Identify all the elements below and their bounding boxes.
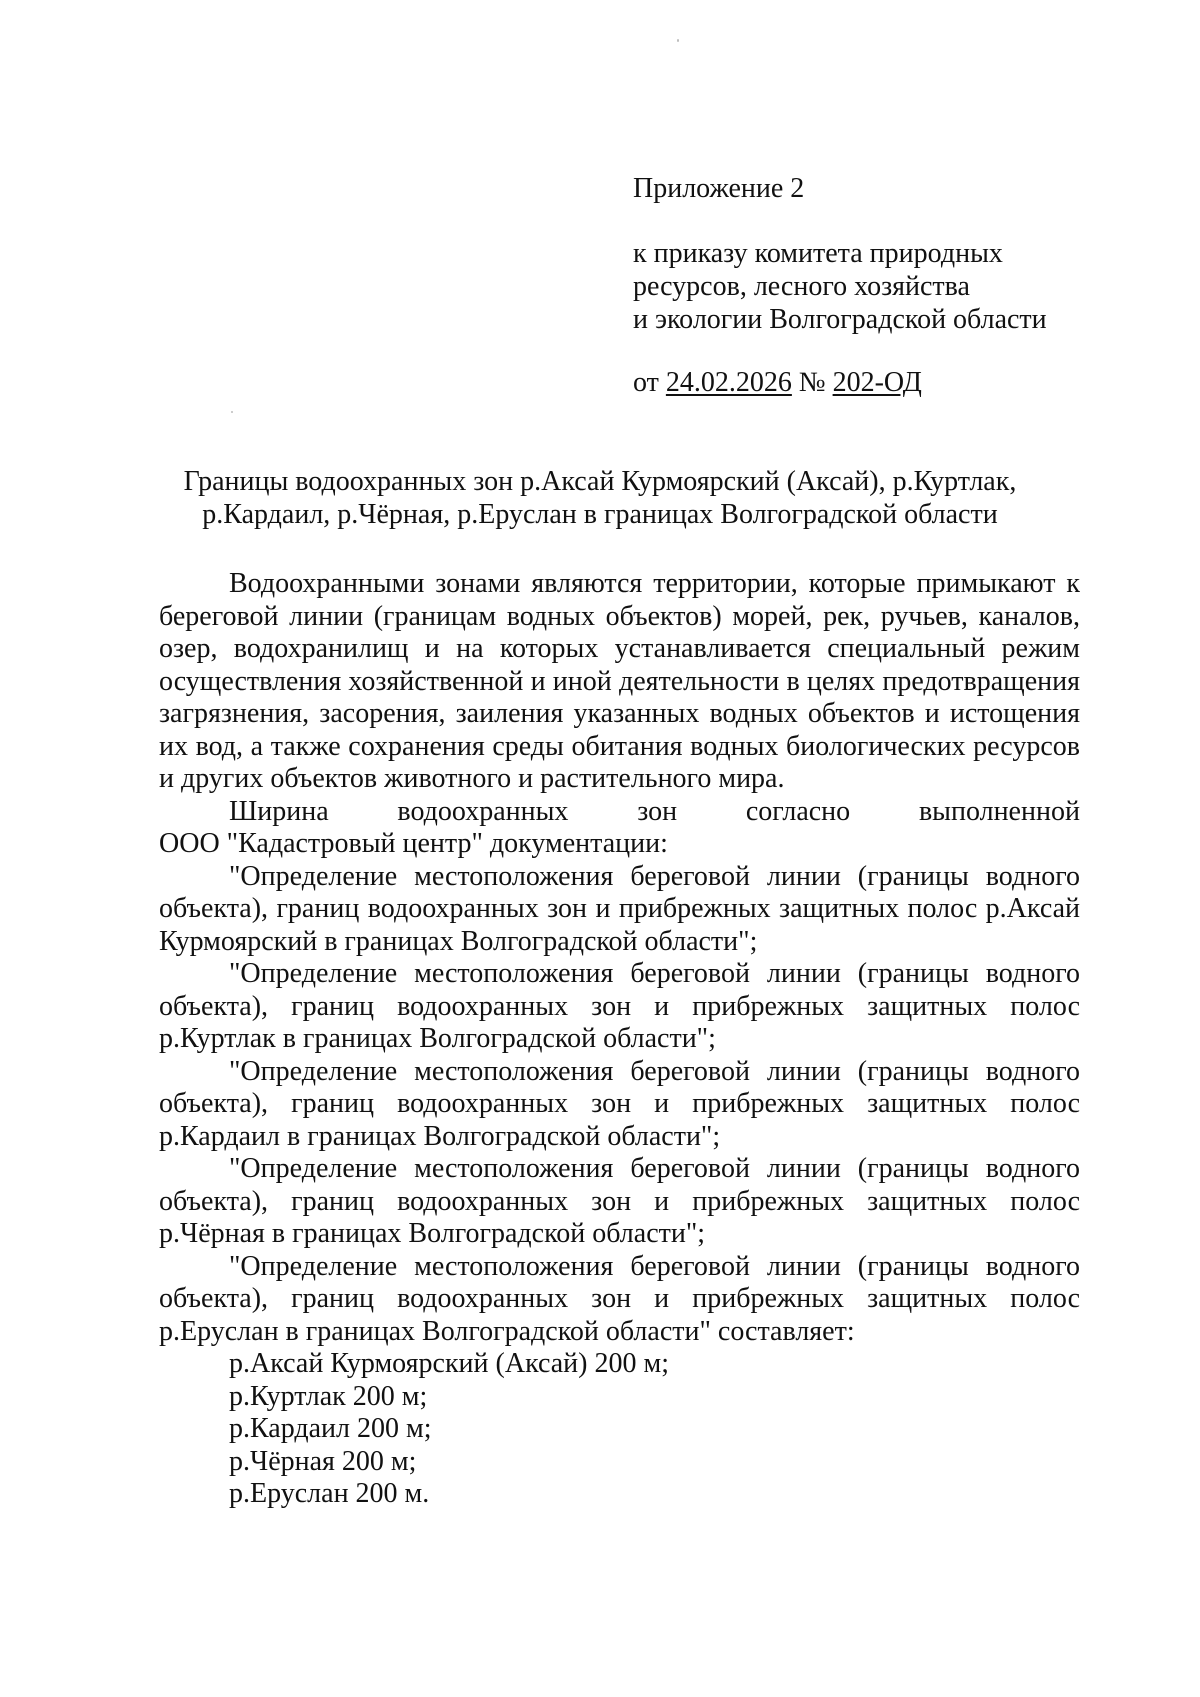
order-from-label: от xyxy=(633,367,659,398)
order-date: 24.02.2026 xyxy=(665,367,792,398)
documentation-item: "Определение местоположения береговой линии (границы водного объекта), границ водоохранных зон и прибрежных защитных полос р.Аксай Курмоярский в границах Волгоградской области"; xyxy=(159,860,1080,957)
scan-speck xyxy=(231,411,233,413)
order-issuer-line: к приказу комитета природных xyxy=(633,238,1003,269)
order-issuer-line: ресурсов, лесного хозяйства xyxy=(633,271,970,302)
zone-width-item: р.Куртлак 200 м; xyxy=(229,1380,428,1412)
order-issuer xyxy=(633,237,1153,336)
definition-paragraph: Водоохранными зонами являются территории, которые примыкают к береговой линии (границам водных объектов) морей, рек, ручьев, каналов, озер, водохранилищ и на которых устанавливается специальный режим осуществления хозяйственной и иной деятельности в целях предотвращения загрязнения, засорения, заиления указанных водных объектов и истощения их вод, а также сохранения среды обитания водных биологических ресурсов и других объектов животного и растительного мира. xyxy=(159,568,1080,794)
intro-word: Ширина xyxy=(229,795,329,827)
zone-width-item: р.Аксай Курмоярский (Аксай) 200 м; xyxy=(229,1348,669,1379)
order-number-sign: № xyxy=(798,367,826,398)
document-body xyxy=(159,568,1080,1511)
order-issuer-line: и экологии Волгоградской области xyxy=(633,304,1047,335)
annex-header xyxy=(633,172,1153,399)
width-intro-line xyxy=(159,796,1080,829)
documentation-item: "Определение местоположения береговой линии (границы водного объекта), границ водоохранных зон и прибрежных защитных полос р.Кардаил в границах Волгоградской области"; xyxy=(159,1055,1080,1152)
intro-word: зон xyxy=(637,795,678,827)
intro-word: согласно xyxy=(745,795,851,827)
title-line: р.Кардаил, р.Чёрная, р.Еруслан в границах Волгоградской области xyxy=(202,499,998,530)
annex-title: Приложение 2 xyxy=(633,173,805,204)
documentation-item: "Определение местоположения береговой линии (границы водного объекта), границ водоохранных зон и прибрежных защитных полос р.Куртлак в границах Волгоградской области"; xyxy=(159,958,1080,1054)
order-reference xyxy=(633,366,1153,399)
scan-speck xyxy=(677,39,679,42)
width-intro-continuation: ООО "Кадастровый центр" документации: xyxy=(159,828,668,859)
intro-word: выполненной xyxy=(918,795,1080,827)
documentation-item: "Определение местоположения береговой линии (границы водного объекта), границ водоохранных зон и прибрежных защитных полос р.Еруслан в границах Волгоградской области" составляет: xyxy=(159,1250,1080,1347)
zone-width-item: р.Еруслан 200 м. xyxy=(229,1478,430,1509)
title-line: Границы водоохранных зон р.Аксай Курмоярский (Аксай), р.Куртлак, xyxy=(183,466,1017,497)
zone-width-item: р.Чёрная 200 м; xyxy=(229,1445,417,1477)
order-number: 202-ОД xyxy=(832,367,922,398)
document-title xyxy=(100,465,1100,531)
documentation-item: "Определение местоположения береговой линии (границы водного объекта), границ водоохранных зон и прибрежных защитных полос р.Чёрная в границах Волгоградской области"; xyxy=(159,1153,1080,1249)
zone-width-list xyxy=(159,1348,1080,1511)
intro-word: водоохранных xyxy=(397,795,569,827)
zone-width-item: р.Кардаил 200 м; xyxy=(229,1413,432,1444)
